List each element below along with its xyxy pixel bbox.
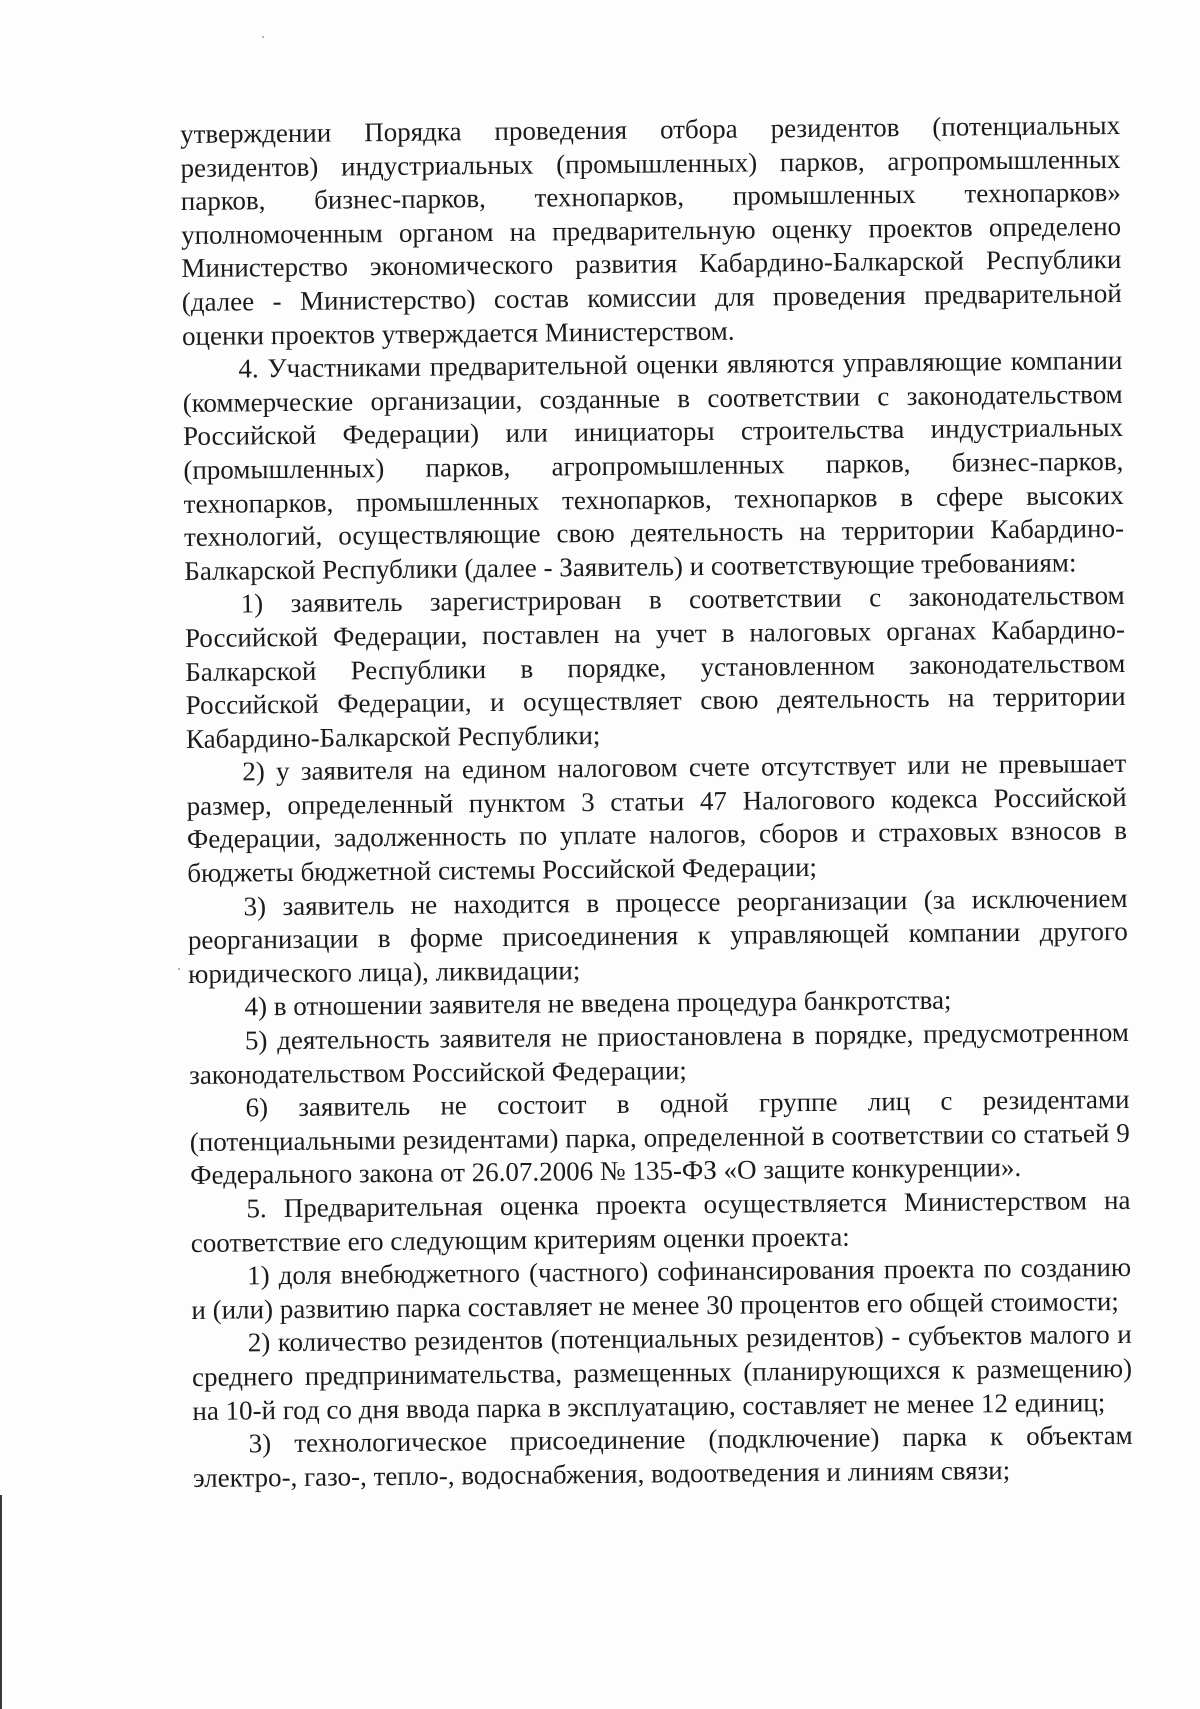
scan-edge-line <box>0 1495 2 1709</box>
paragraph-item-4: 4. Участниками предварительной оценки являются управляющие компании (коммерческие организации, созданные в соответствии с законодательством Российской Федерации) или инициаторы строительства индустриальных (промышленных) парков, агропромышленных парков, бизнес-парков, технопарков, промышленных технопарков, технопарков в сфере высоких технологий, осуществляющие свою деятельность на территории Кабардино-Балкарской Республики (далее - Заявитель) и соответствующие требованиям: <box>182 345 1125 586</box>
paragraph-criterion-2: 2) количество резидентов (потенциальных резидентов) - субъектов малого и среднего предпринимательства, размещенных (планирующихся к размещению) на 10-й год со дня ввода парка в эксплуатацию, составляет не менее 12 единиц; <box>191 1319 1133 1426</box>
paragraph-subitem-6: 6) заявитель не состоит в одной группе лиц с резидентами (потенциальными резидентами) парка, определенной в соответствии со статьей 9 Федерального закона от 26.07.2006 № 135-ФЗ «О защите конкуренции». <box>189 1084 1130 1191</box>
paragraph-subitem-4: 4) в отношении заявителя не введена процедура банкротства; <box>244 985 952 1022</box>
paragraph-criterion-3: 3) технологическое присоединение (подключение) парка к объектам электро-, газо-, тепло-, водоснабжения, водоотведения и линиям связи; <box>192 1420 1133 1493</box>
scan-speck <box>178 968 180 970</box>
paragraph-subitem-3: 3) заявитель не находится в процессе реорганизации (за исключением реорганизации в форме присоединения к управляющей компании другого юридического лица), ликвидации; <box>187 882 1128 989</box>
paragraph-subitem-5: 5) деятельность заявителя не приостановлена в порядке, предусмотренном законодательством Российской Федерации; <box>189 1016 1129 1090</box>
paragraph-item-5: 5. Предварительная оценка проекта осуществляется Министерством на соответствие его следующим критериям оценки проекта: <box>190 1184 1131 1258</box>
paragraph-subitem-2: 2) у заявителя на едином налоговом счете отсутствует или не превышает размер, определенный пунктом 3 статьи 47 Налогового кодекса Российской Федерации, задолженность по уплате налогов, сборов и страховых взносов в бюджеты бюджетной системы Российской Федерации; <box>186 748 1128 889</box>
document-body <box>180 109 1133 1495</box>
scan-speck <box>262 36 264 38</box>
paragraph-subitem-1: 1) заявитель зарегистрирован в соответствии с законодательством Российской Федерации, поставлен на учет в налоговых органах Кабардино-Балкарской Республики в порядке, установленном законодательством Российской Федерации, и осуществляет свою деятельность на территории Кабардино-Балкарской Республики; <box>184 580 1126 754</box>
paragraph-criterion-1: 1) доля внебюджетного (частного) софинансирования проекта по созданию и (или) развитию парка составляет не менее 30 процентов его общей стоимости; <box>191 1252 1132 1325</box>
paragraph-continuation: утверждении Порядка проведения отбора резидентов (потенциальных резидентов) индустриальных (промышленных) парков, агропромышленных парков, бизнес-парков, технопарков, промышленных технопарков» уполномоченным органом на предварительную оценку проектов определено Министерство экономического развития Кабардино-Балкарской Республики (далее - Министерство) состав комиссии для проведения предварительной оценки проектов утверждается Министерством. <box>180 109 1122 351</box>
